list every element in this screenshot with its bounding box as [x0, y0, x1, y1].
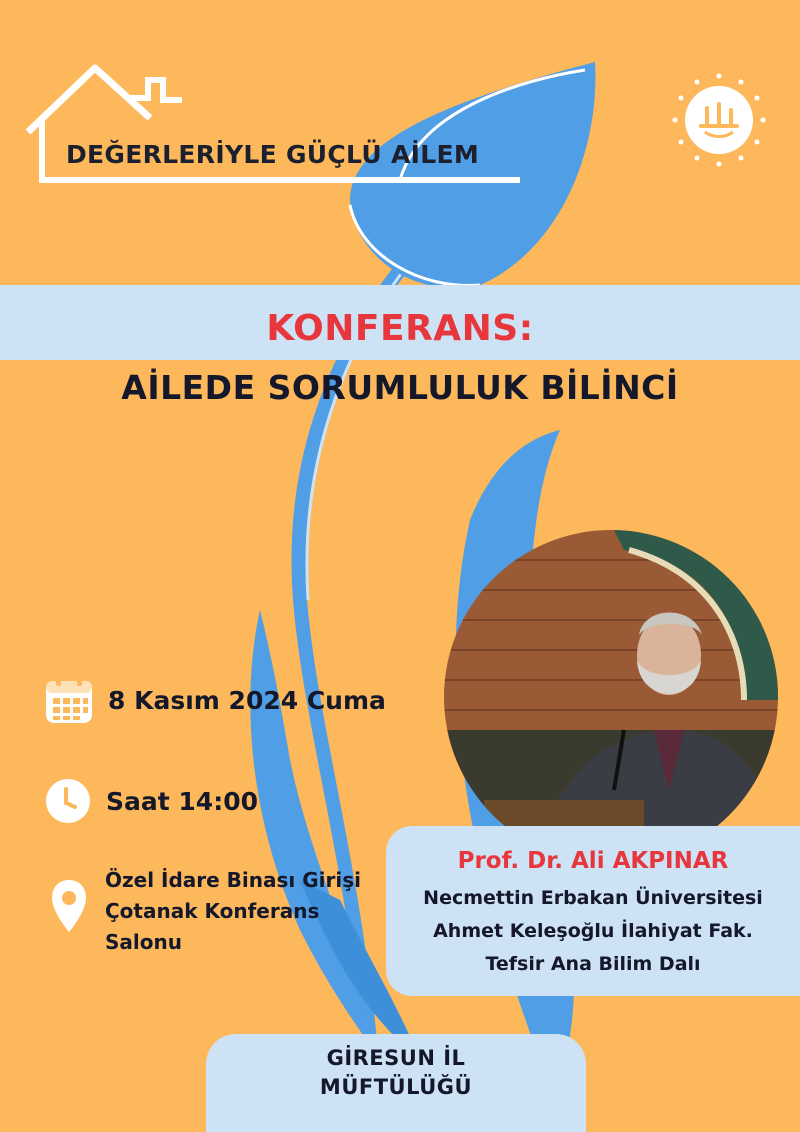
location-line: Çotanak Konferans — [105, 899, 320, 923]
clock-icon — [44, 777, 92, 825]
organizer-line: MÜFTÜLÜĞÜ — [319, 1075, 473, 1099]
conference-label: KONFERANS: — [266, 308, 534, 349]
speaker-affiliation: Necmettin Erbakan Üniversitesi — [423, 887, 763, 909]
brand-title: DEĞERLERİYLE GÜÇLÜ AİLEM — [66, 140, 479, 169]
conference-title: AİLEDE SORUMLULUK BİLİNCİ — [121, 368, 679, 407]
location-line: Özel İdare Binası Girişi — [105, 868, 361, 892]
calendar-icon — [44, 675, 94, 725]
speaker-photo — [444, 530, 778, 864]
diyanet-logo-icon — [667, 68, 771, 172]
speaker-affiliation: Ahmet Keleşoğlu İlahiyat Fak. — [433, 920, 753, 942]
speaker-name: Prof. Dr. Ali AKPINAR — [457, 848, 729, 874]
organizer-line: GİRESUN İL — [326, 1046, 466, 1070]
event-time: Saat 14:00 — [106, 786, 258, 816]
time-row — [44, 777, 258, 825]
event-date: 8 Kasım 2024 Cuma — [108, 685, 386, 715]
location-pin-icon — [50, 878, 88, 934]
event-location — [105, 865, 361, 958]
speaker-affiliation: Tefsir Ana Bilim Dalı — [485, 953, 701, 975]
location-line: Salonu — [105, 930, 182, 954]
date-row — [44, 675, 386, 725]
